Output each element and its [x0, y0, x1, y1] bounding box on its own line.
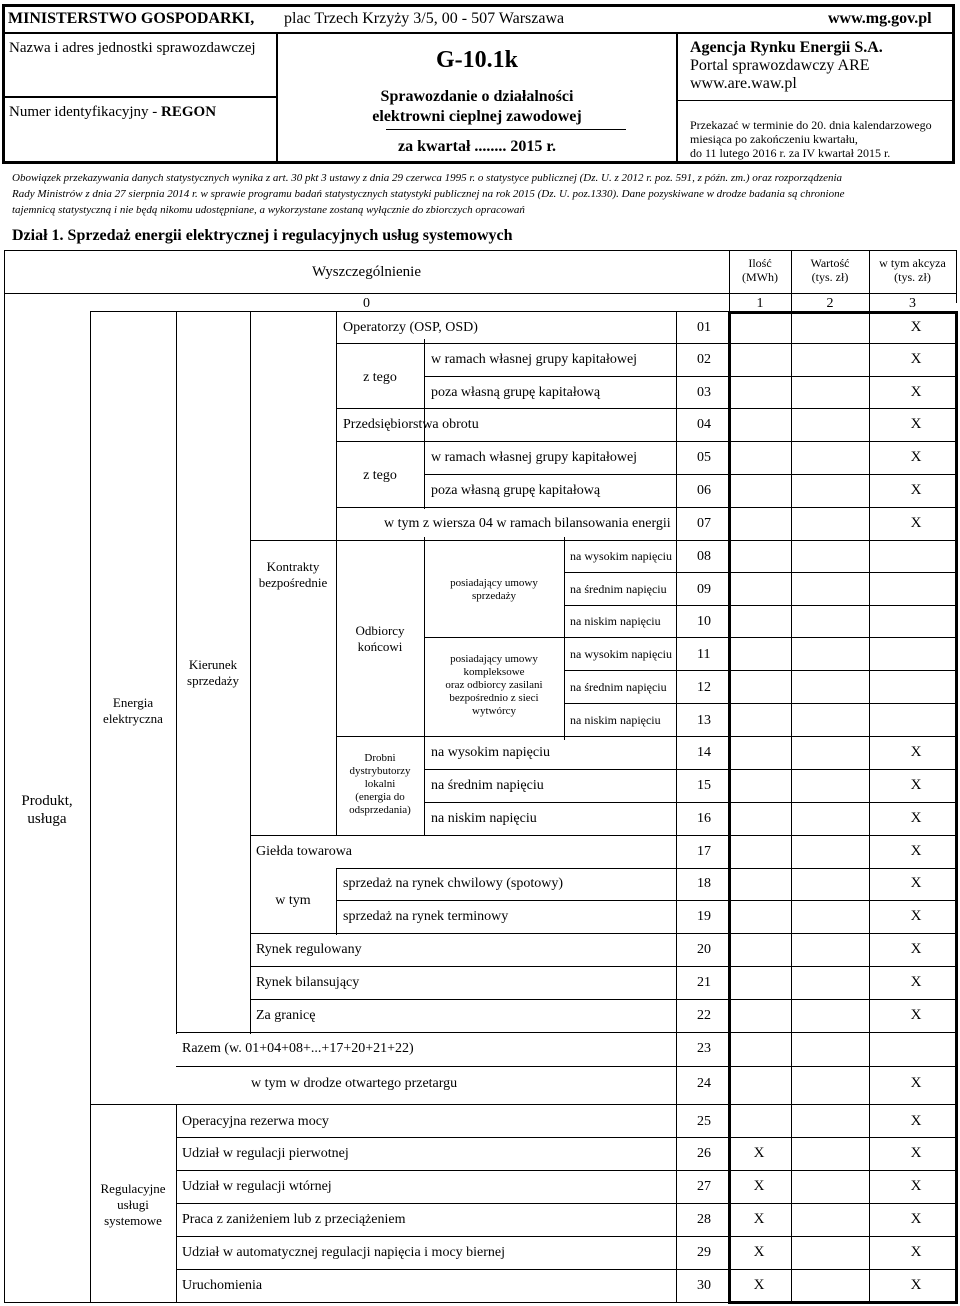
- row-number: 22: [697, 1008, 711, 1023]
- row-30-label: Uruchomienia: [182, 1278, 263, 1293]
- cross-mark: X: [910, 1113, 922, 1129]
- row-16-label: na niskim napięciu: [431, 811, 537, 826]
- group-drobni: Drobni dystrybutorzy lokalni (energia do odsprzedania): [349, 752, 411, 816]
- row-06-label: poza własną grupę kapitałową: [431, 483, 601, 498]
- ministry-website[interactable]: www.mg.gov.pl: [828, 10, 932, 27]
- row-number: 21: [697, 975, 711, 990]
- row-number: 09: [697, 582, 711, 597]
- cross-mark: X: [910, 319, 922, 335]
- row-number: 16: [697, 811, 711, 826]
- row-number: 08: [697, 549, 711, 564]
- row-15-label: na średnim napięciu: [431, 778, 544, 793]
- group-produkt: Produkt, usługa: [21, 793, 73, 827]
- cross-mark: X: [910, 843, 922, 859]
- row-number: 20: [697, 942, 711, 957]
- col-index-3: 3: [909, 296, 916, 311]
- spec-header: Wyszczególnienie: [311, 264, 422, 280]
- cross-mark: X: [910, 777, 922, 793]
- row-number: 28: [697, 1212, 711, 1227]
- unit-name-label: Nazwa i adres jednostki sprawozdawczej: [9, 40, 256, 56]
- regon-label: Numer identyfikacyjny - REGON: [9, 104, 217, 120]
- cross-mark: X: [910, 1211, 922, 1227]
- row-23-label: Razem (w. 01+04+08+...+17+20+21+22): [182, 1041, 414, 1056]
- row-21-label: Rynek bilansujący: [256, 975, 360, 990]
- row-25-label: Operacyjna rezerwa mocy: [182, 1114, 329, 1129]
- row-08-label: na wysokim napięciu: [570, 549, 672, 563]
- row-number: 19: [697, 909, 711, 924]
- section-title: Dział 1. Sprzedaż energii elektrycznej i regulacyjnych usług systemowych: [12, 227, 513, 244]
- row-11-label: na wysokim napięciu: [570, 647, 672, 661]
- w-tym-label: w tym: [275, 893, 311, 908]
- ministry-name: MINISTERSTWO GOSPODARKI,: [8, 10, 255, 27]
- z-tego-label-2: z tego: [363, 468, 397, 483]
- cross-mark: X: [910, 351, 922, 367]
- row-number: 23: [697, 1041, 711, 1056]
- row-number: 18: [697, 876, 711, 891]
- row-number: 11: [697, 647, 711, 662]
- col-index-2: 2: [826, 296, 834, 311]
- cross-mark: X: [753, 1178, 765, 1194]
- cross-mark: X: [753, 1244, 765, 1260]
- cross-mark: X: [910, 1244, 922, 1260]
- row-number: 06: [697, 483, 711, 498]
- row-05-label: w ramach własnej grupy kapitałowej: [431, 450, 638, 465]
- cross-mark: X: [910, 416, 922, 432]
- cross-mark: X: [910, 1178, 922, 1194]
- row-number: 29: [697, 1245, 711, 1260]
- cross-mark: X: [910, 1277, 922, 1293]
- cross-mark: X: [910, 1145, 922, 1161]
- row-22-label: Za granicę: [256, 1008, 316, 1023]
- cross-mark: X: [910, 449, 922, 465]
- cross-mark: X: [753, 1277, 765, 1293]
- col-index-0: 0: [363, 296, 370, 311]
- deadline-line1: Przekazać w terminie do 20. dnia kalendarzowego: [690, 118, 932, 132]
- col-index-1: 1: [756, 296, 764, 311]
- cross-mark: X: [910, 810, 922, 826]
- group-regulacyjne: Regulacyjne usługi systemowe: [100, 1181, 166, 1228]
- cross-mark: X: [910, 908, 922, 924]
- group-kontrakty: Kontrakty bezpośrednie: [258, 559, 328, 590]
- row-number: 17: [697, 844, 711, 859]
- group-energia: Energia elektryczna: [103, 695, 163, 726]
- row-29-label: Udział w automatycznej regulacji napięcia i mocy biernej: [182, 1245, 506, 1260]
- row-number: 30: [697, 1278, 711, 1293]
- cross-mark: X: [910, 875, 922, 891]
- legal-note-line1: Obowiązek przekazywania danych statystycznych wynika z art. 30 pkt 3 ustawy z dnia 29 czerwca 1995 r. o statystyce publicznej (Dz. U. z 2012 r. poz. 591, z późn. zm.) oraz rozporządzenia: [12, 172, 843, 184]
- cross-mark: X: [910, 1075, 922, 1091]
- legal-note-line2: Rady Ministrów z dnia 27 sierpnia 2014 r. w sprawie programu badań statystycznych statystyki publicznej na rok 2015 (Dz. U. poz.1330). Dane pozyskiwane w drodze badania są chronione: [12, 188, 845, 200]
- row-number: 27: [697, 1179, 711, 1194]
- row-09-label: na średnim napięciu: [570, 582, 667, 596]
- row-number: 24: [697, 1076, 711, 1091]
- row-04-label: Przedsiębiorstwa obrotu: [343, 417, 479, 432]
- row-number: 01: [697, 320, 711, 335]
- legal-note-line3: tajemnicą statystyczną i nie będą nikomu udostępniane, a wykorzystane zostaną wyłącznie do zbiorczych opracowań: [12, 204, 525, 216]
- reporting-period: za kwartał ........ 2015 r.: [397, 138, 557, 155]
- row-number: 14: [697, 745, 711, 760]
- row-number: 26: [697, 1146, 711, 1161]
- form-title-line1: Sprawozdanie o działalności: [380, 88, 574, 105]
- cross-mark: X: [910, 482, 922, 498]
- group-odbiorcy: Odbiorcy końcowi: [355, 623, 405, 654]
- row-number: 07: [697, 516, 711, 531]
- ministry-address: plac Trzech Krzyży 3/5, 00 - 507 Warszawa: [284, 10, 565, 27]
- deadline-line2: miesiąca po zakończeniu kwartału,: [690, 132, 858, 146]
- row-27-label: Udział w regulacji wtórnej: [182, 1179, 332, 1194]
- row-12-label: na średnim napięciu: [570, 680, 667, 694]
- z-tego-label-1: z tego: [363, 370, 397, 385]
- row-13-label: na niskim napięciu: [570, 713, 661, 727]
- row-number: 03: [697, 385, 711, 400]
- cross-mark: X: [910, 974, 922, 990]
- form-title-line2: elektrowni cieplnej zawodowej: [372, 108, 582, 125]
- col3-header: w tym akcyza (tys. zł): [879, 256, 946, 284]
- row-10-label: na niskim napięciu: [570, 614, 661, 628]
- cross-mark: X: [753, 1211, 765, 1227]
- group-umowy-kompleksowe: posiadający umowy kompleksowe oraz odbiorcy zasilani bezpośrednio z sieci wytwórcy: [445, 653, 543, 717]
- agency-name: Agencja Rynku Energii S.A.: [690, 39, 883, 56]
- agency-portal: Portal sprawozdawczy ARE: [690, 57, 870, 74]
- row-14-label: na wysokim napięciu: [431, 745, 550, 760]
- row-24-label: w tym w drodze otwartego przetargu: [251, 1076, 458, 1091]
- row-26-label: Udział w regulacji pierwotnej: [182, 1146, 349, 1161]
- row-number: 04: [697, 417, 711, 432]
- cross-mark: X: [753, 1145, 765, 1161]
- cross-mark: X: [910, 384, 922, 400]
- row-number: 02: [697, 352, 711, 367]
- row-number: 12: [697, 680, 711, 695]
- row-01-label: Operatorzy (OSP, OSD): [343, 320, 478, 335]
- deadline-line3: do 11 lutego 2016 r. za IV kwartał 2015 r.: [690, 146, 891, 160]
- col1-header: Ilość (MWh): [742, 256, 778, 284]
- row-18-label: sprzedaż na rynek chwilowy (spotowy): [343, 876, 564, 891]
- row-02-label: w ramach własnej grupy kapitałowej: [431, 352, 638, 367]
- row-number: 13: [697, 713, 711, 728]
- row-17-label: Giełda towarowa: [256, 844, 353, 859]
- cross-mark: X: [910, 941, 922, 957]
- agency-url[interactable]: www.are.waw.pl: [690, 75, 797, 92]
- group-kierunek: Kierunek sprzedaży: [187, 657, 239, 688]
- cross-mark: X: [910, 744, 922, 760]
- row-number: 25: [697, 1114, 711, 1129]
- cross-mark: X: [910, 515, 922, 531]
- row-19-label: sprzedaż na rynek terminowy: [343, 909, 509, 924]
- row-07-label: w tym z wiersza 04 w ramach bilansowania energii: [384, 516, 671, 531]
- row-number: 10: [697, 614, 711, 629]
- row-number: 15: [697, 778, 711, 793]
- cross-mark: X: [910, 1007, 922, 1023]
- group-umowy-sprzedazy: posiadający umowy sprzedaży: [450, 577, 538, 602]
- row-20-label: Rynek regulowany: [256, 942, 362, 957]
- form-code: G-10.1k: [435, 47, 518, 73]
- row-28-label: Praca z zaniżeniem lub z przeciążeniem: [182, 1212, 406, 1227]
- row-03-label: poza własną grupę kapitałową: [431, 385, 601, 400]
- col2-header: Wartość (tys. zł): [810, 256, 850, 284]
- row-number: 05: [697, 450, 711, 465]
